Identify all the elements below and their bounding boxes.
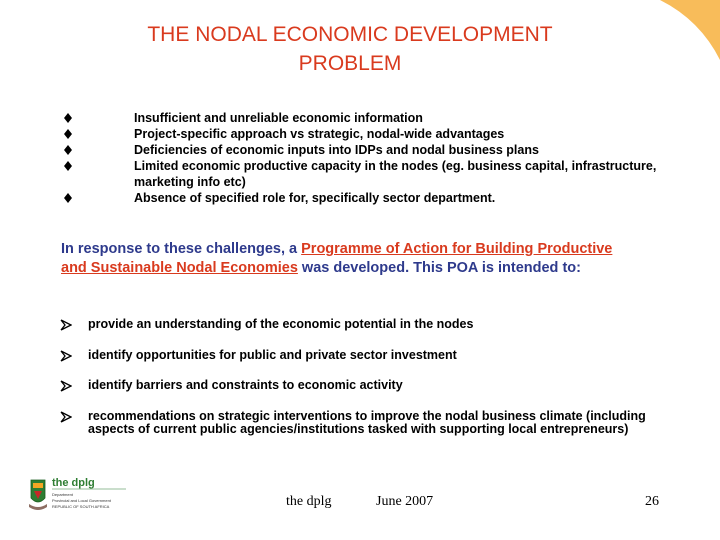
page-title (60, 20, 640, 78)
list-item-text: Absence of specified role for, specifically sector department. (134, 191, 496, 205)
footer-org: the dplg (286, 494, 332, 509)
list-item-text: identify opportunities for public and private sector investment (88, 347, 457, 362)
list-item (62, 110, 662, 126)
title-line-2: PROBLEM (298, 52, 402, 75)
title-line-1: THE NODAL ECONOMIC DEVELOPMENT (147, 23, 553, 46)
problem-list (62, 110, 662, 206)
page-number: 26 (645, 494, 659, 509)
logo-brand: the dplg (52, 477, 95, 489)
logo-line-1: Department (52, 492, 73, 497)
list-item-text: identify barriers and constraints to economic activity (88, 378, 403, 392)
diamond-bullet-icon (62, 110, 74, 126)
objectives-list (60, 318, 680, 454)
list-item (60, 410, 680, 437)
list-item-text: Project-specific approach vs strategic, nodal-wide advantages (134, 127, 505, 141)
list-item (62, 126, 662, 142)
list-item-text: recommendations on strategic interventions to improve the nodal business climate (including aspects of current public agencies/institutions tasked with supporting local entrepreneurs) (88, 408, 646, 436)
intro-after: was developed. This POA is intended to: (297, 260, 581, 276)
arrowhead-bullet-icon (60, 350, 72, 362)
list-item (60, 318, 680, 332)
list-item-text: Insufficient and unreliable economic information (134, 111, 423, 125)
dplg-logo (28, 474, 128, 516)
list-item (62, 158, 662, 190)
intro-before: In response to these challenges, a (61, 241, 302, 257)
list-item (62, 190, 662, 206)
footer-date: June 2007 (376, 494, 434, 509)
arrowhead-bullet-icon (60, 380, 72, 392)
logo-line-2: Provincial and Local Government (52, 498, 111, 503)
list-item-text: Limited economic productive capacity in the nodes (eg. business capital, infrastructure, marketing info etc) (134, 159, 657, 189)
list-item (60, 349, 680, 363)
logo-line-3: REPUBLIC OF SOUTH AFRICA (52, 504, 110, 509)
corner-decoration (640, 0, 720, 60)
diamond-bullet-icon (62, 126, 74, 142)
diamond-bullet-icon (62, 158, 74, 174)
diamond-bullet-icon (62, 142, 74, 158)
arrowhead-bullet-icon (60, 411, 72, 423)
list-item (60, 379, 680, 393)
intro-paragraph (61, 240, 621, 278)
diamond-bullet-icon (62, 190, 74, 206)
programme-link[interactable]: Programme of Action for Building Productive and Sustainable Nodal Economies (61, 241, 613, 276)
list-item-text: provide an understanding of the economic potential in the nodes (88, 317, 474, 331)
arrowhead-bullet-icon (60, 319, 72, 331)
list-item (62, 142, 662, 158)
list-item-text: Deficiencies of economic inputs into IDPs and nodal business plans (134, 143, 539, 157)
